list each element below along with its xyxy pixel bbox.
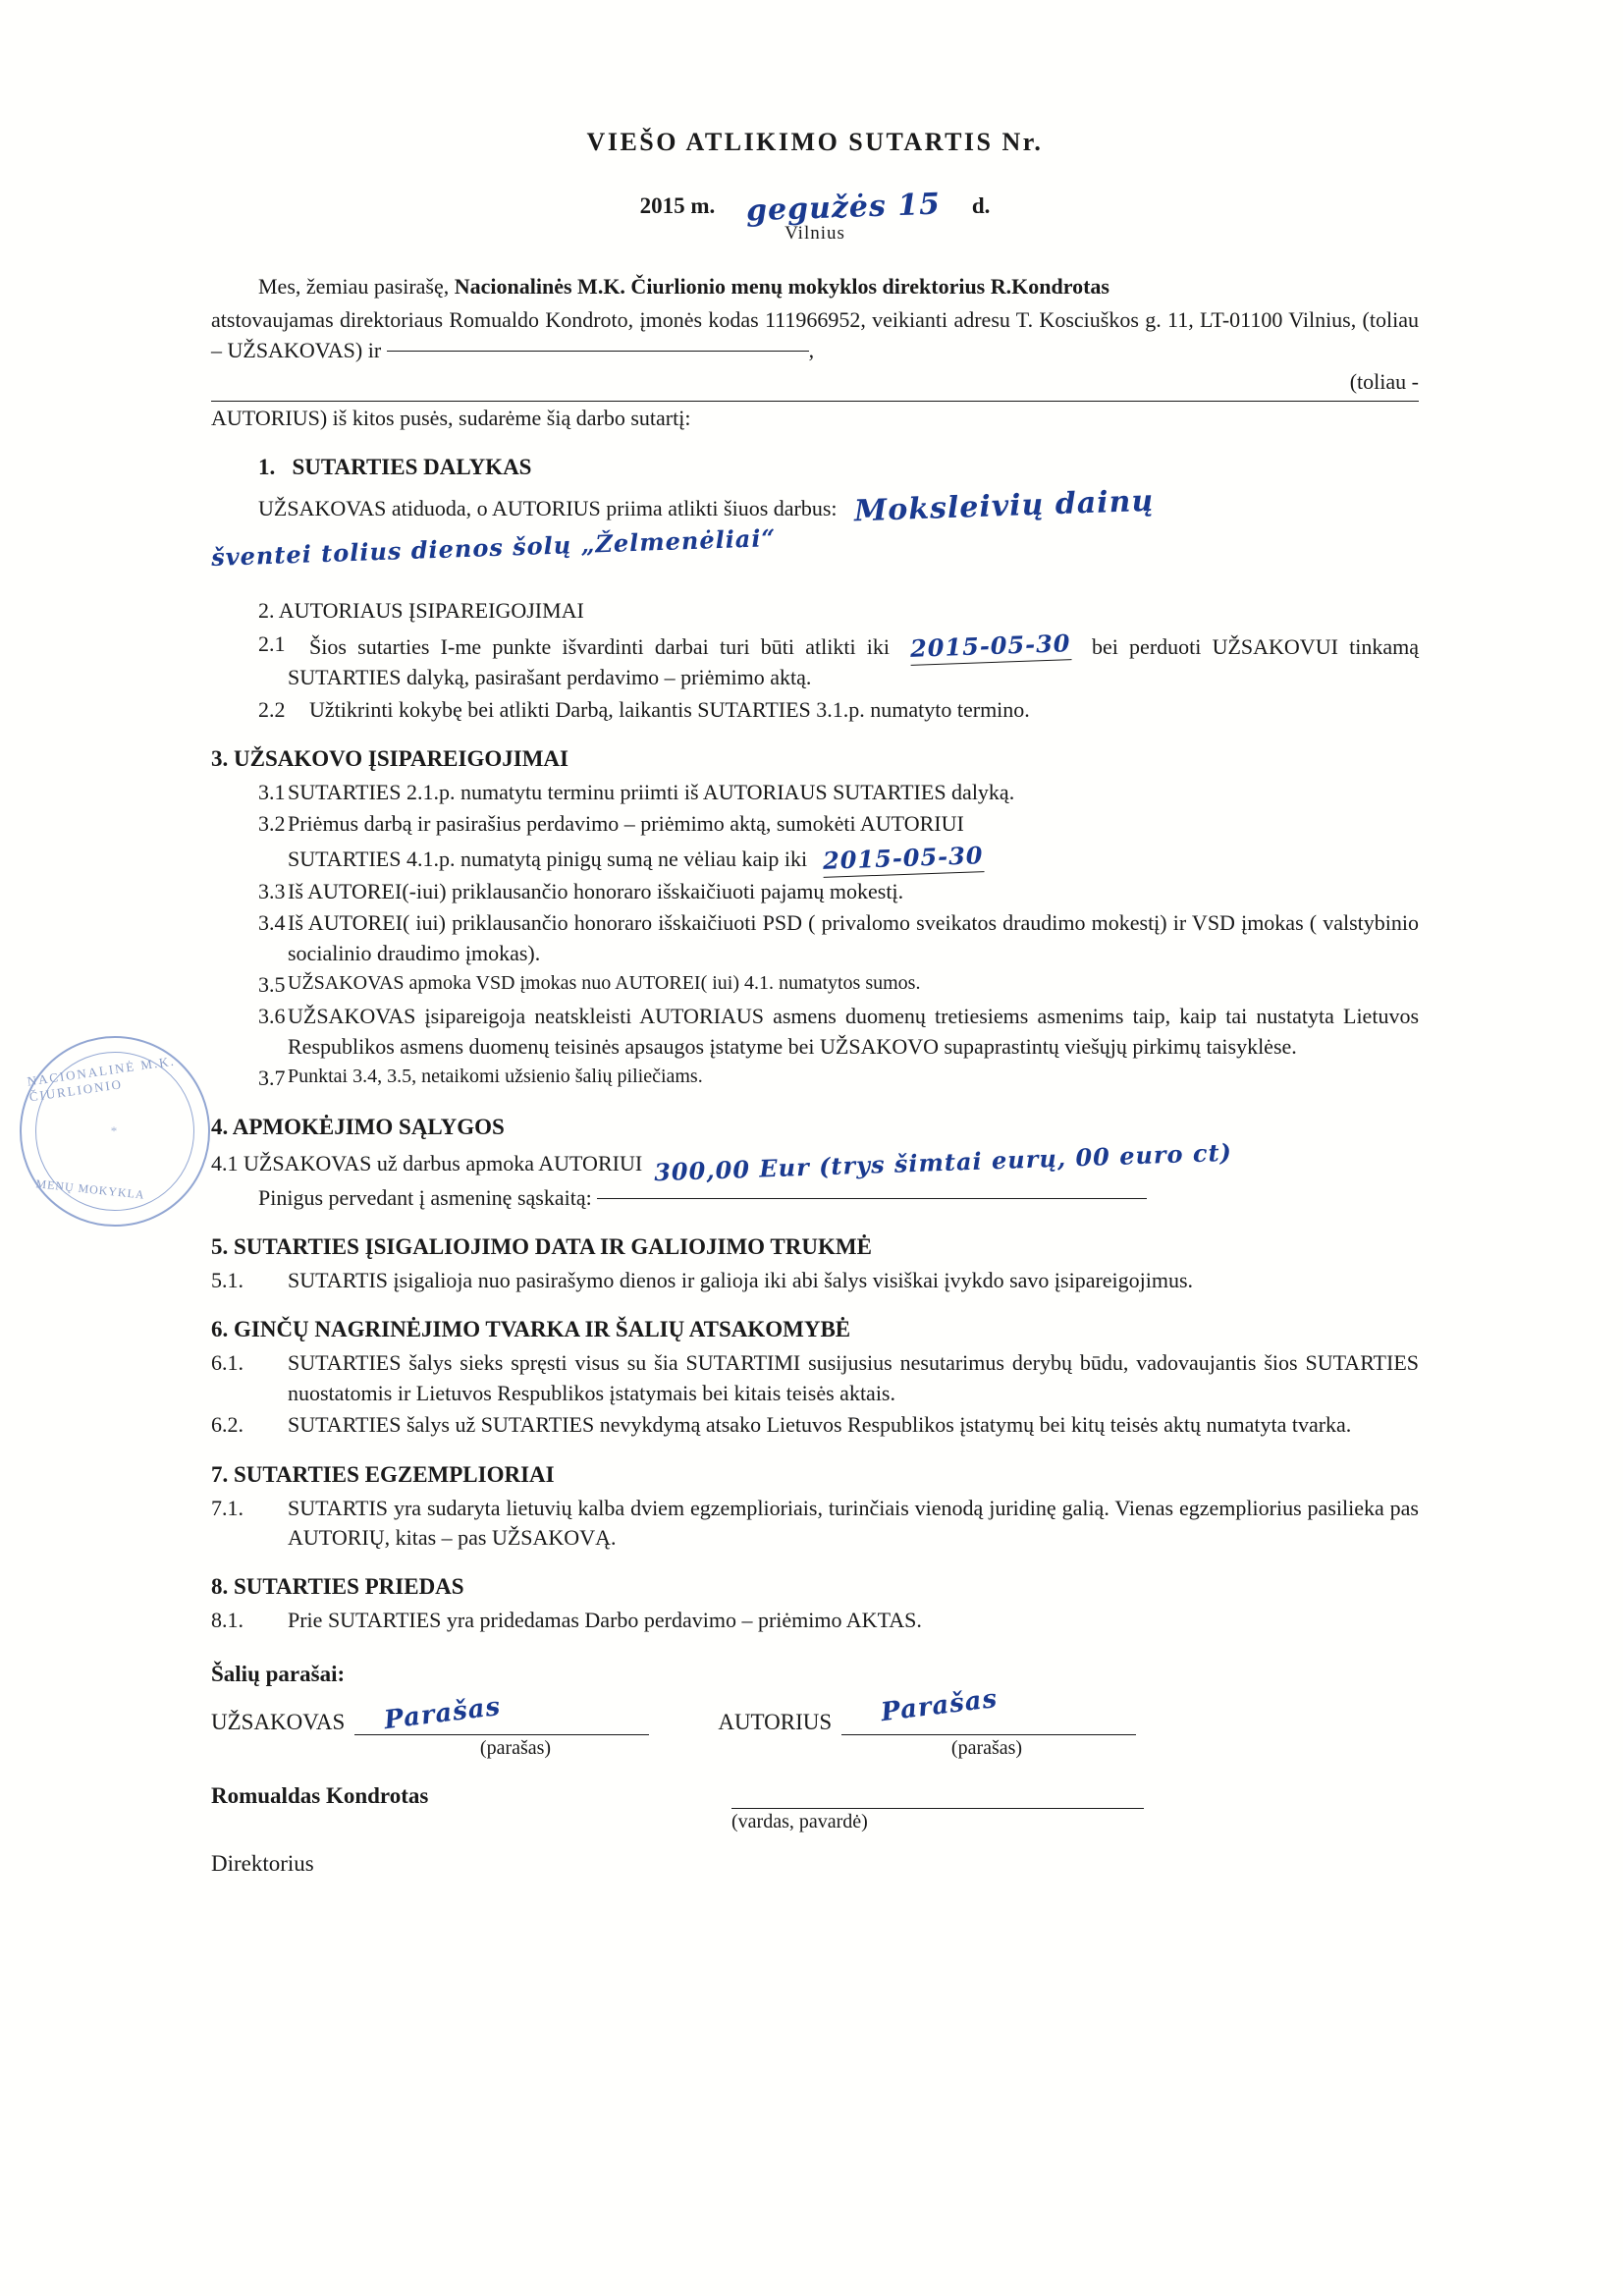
clause-3-4: [211, 908, 1419, 968]
handwritten-work-details: šventei tolius dienos šolų „Želmenėliai“: [210, 522, 777, 572]
signature-row: [211, 1683, 1419, 1735]
section-title-6: GINČŲ NAGRINĖJIMO TVARKA IR ŠALIŲ ATSAKOMYBĖ: [234, 1317, 851, 1342]
section-number-2: 2.: [258, 597, 275, 623]
section-title-2: AUTORIAUS ĮSIPAREIGOJIMAI: [278, 597, 584, 623]
author-signature-line[interactable]: [841, 1683, 1136, 1735]
section-number-7: 7.: [211, 1461, 229, 1487]
clause-6-1: [211, 1348, 1419, 1408]
clause-4-1-account-label: Pinigus pervedant į asmeninę sąskaitą:: [258, 1184, 592, 1210]
section-heading-8: [211, 1574, 1419, 1600]
signature-block: [211, 1662, 1419, 1877]
section-number-1: 1.: [258, 455, 276, 480]
section-1-lead: [258, 484, 1419, 529]
city-label: Vilnius: [784, 223, 845, 244]
section-title-7: SUTARTIES EGZEMPLIORIAI: [234, 1461, 555, 1487]
author-name-line[interactable]: [731, 1807, 1144, 1809]
clause-7-1-number: 7.1.: [211, 1495, 243, 1520]
clause-2-1-before: Šios sutarties I-me punkte išvardinti darbai turi būti atlikti iki: [309, 634, 890, 660]
employer-signature-label: UŽSAKOVAS: [211, 1709, 346, 1734]
clause-3-5-number: 3.5: [258, 971, 286, 997]
clause-3-6-number: 3.6: [258, 1004, 286, 1029]
intro-paragraph-2: atstovaujamas direktoriaus Romualdo Kondroto, įmonės kodas 111966952, veikianti adresu T. Kosciuškos g. 11, LT-01100 Vilnius, (toliau – UŽSAKOVAS) ir ,: [211, 307, 1419, 362]
clause-3-5: [211, 970, 1419, 1000]
clause-6-1-text: SUTARTIES šalys sieks spręsti visus su šia SUTARTIMI susijusius nesutarimus derybų būdu, vadovaujantis šios SUTARTIES nuostatomis ir Lietuvos Respublikos įstatymais bei kitais teisės aktais.: [288, 1350, 1419, 1405]
page-title: VIEŠO ATLIKIMO SUTARTIS Nr.: [586, 128, 1044, 156]
clause-5-1-text: SUTARTIS įsigalioja nuo pasirašymo dienos ir galioja iki abi šalys visiškai įvykdo savo įsipareigojimus.: [288, 1268, 1194, 1293]
author-signature-label: AUTORIUS: [718, 1709, 833, 1734]
stamp-arc-top: NACIONALINĖ M.K. ČIURLIONIO: [26, 1053, 177, 1105]
clause-3-7-text: Punktai 3.4, 3.5, netaikomi užsienio šalių piliečiams.: [288, 1066, 703, 1087]
clause-3-3-number: 3.3: [258, 878, 286, 903]
clause-3-2-continued: [211, 842, 1419, 875]
name-captions-row: [211, 1811, 1419, 1833]
clause-3-2b-date-handwritten: 2015-05-30: [822, 839, 984, 878]
date-handwritten: gegužės 15: [745, 187, 942, 229]
clause-3-2b-text: [288, 842, 1419, 875]
clause-3-2-text: Priėmus darbą ir pasirašius perdavimo – priėmimo aktą, sumokėti AUTORIUI: [288, 811, 964, 837]
signature-captions-row: [211, 1737, 1419, 1760]
section-1-handwritten-line: [210, 522, 1419, 582]
section-title-8: SUTARTIES PRIEDAS: [234, 1574, 464, 1600]
clause-4-1: [211, 1138, 1419, 1187]
clause-3-4-text: Iš AUTOREI( iui) priklausančio honoraro išskaičiuoti PSD ( privalomo sveikatos draudimo mokestį) ir VSD įmokas ( valstybinio socialinio draudimo įmokas).: [288, 910, 1419, 965]
clause-3-2: [211, 809, 1419, 839]
intro-prefix: Mes, žemiau pasirašę,: [258, 274, 455, 299]
section-heading-3: [211, 746, 1419, 772]
clause-2-1-date-handwritten: 2015-05-30: [910, 627, 1072, 666]
clause-3-6-text: UŽSAKOVAS įsipareigoja neatskleisti AUTORIAUS asmens duomenų tretiesiems asmenims taip, kaip tai nustatyta Lietuvos Respublikos asmens duomenų teisinės apsaugos įstatyme bei UŽSAKOVO supaprastintų viešųjų pirkimų taisyklėse.: [288, 1004, 1419, 1059]
clause-3-5-text: UŽSAKOVAS apmoka VSD įmokas nuo AUTOREI( iui) 4.1. numatytos sumos.: [288, 971, 921, 994]
section-heading-7: [211, 1462, 1419, 1488]
author-signature-caption: (parašas): [950, 1736, 1023, 1759]
intro-paragraph-1: [211, 272, 1419, 301]
clause-3-2-number: 3.2: [258, 811, 286, 837]
section-number-3: 3.: [211, 746, 229, 772]
clause-3-6: [211, 1002, 1419, 1062]
intro-body: atstovaujamas direktoriaus Romualdo Kondroto, įmonės kodas 111966952, veikianti adresu T. Kosciuškos g. 11, LT-01100 Vilnius, (toliau – UŽSAKOVAS) ir: [211, 307, 1419, 362]
section-heading-2: [258, 596, 1419, 626]
clause-3-2b-before: SUTARTIES 4.1.p. numatytą pinigų sumą ne vėliau kaip iki: [288, 846, 808, 871]
employer-name-printed: Romualdas Kondrotas: [211, 1782, 429, 1808]
section-number-4: 4.: [211, 1115, 229, 1140]
clause-2-2-number: 2.2: [258, 696, 286, 722]
intro-rule: [211, 401, 1419, 402]
clause-2-2: [211, 695, 1419, 725]
stamp-arc-bottom: MENŲ MOKYKLA: [34, 1176, 146, 1202]
employer-signature-caption: (parašas): [479, 1736, 552, 1759]
clause-6-2-text: SUTARTIES šalys už SUTARTIES nevykdymą atsako Lietuvos Respublikos įstatymų bei kitų teisės aktų numatyta tvarka.: [288, 1412, 1352, 1438]
section-number-8: 8.: [211, 1574, 229, 1600]
author-blank-line: [387, 350, 809, 352]
section-title-1: SUTARTIES DALYKAS: [292, 455, 532, 480]
clause-8-1-text: Prie SUTARTIES yra pridedamas Darbo perdavimo – priėmimo AKTAS.: [288, 1608, 922, 1633]
official-stamp: [20, 1036, 210, 1227]
section-title-3: UŽSAKOVO ĮSIPAREIGOJIMAI: [234, 746, 568, 772]
day-label: d.: [971, 193, 991, 218]
signatures-heading: Šalių parašai:: [211, 1661, 346, 1686]
section-number-5: 5.: [211, 1234, 229, 1260]
clause-4-1-amount-handwritten: 300,00 Eur (trys šimtai eurų, 00 euro ct): [653, 1138, 1233, 1187]
clause-3-3: [211, 877, 1419, 906]
clause-2-1: [211, 629, 1419, 692]
clause-7-1-text: SUTARTIS yra sudaryta lietuvių kalba dviem egzemplioriais, turinčiais vienodą juridinę galią. Vienas egzempliorius pasilieka pas AUTORIŲ, kitas – pas UŽSAKOVĄ.: [288, 1495, 1419, 1550]
name-row: [211, 1783, 1419, 1809]
clause-2-1-text: [288, 629, 1419, 692]
clause-4-1-text: 4.1 UŽSAKOVAS už darbus apmoka AUTORIUI: [211, 1151, 643, 1176]
clause-6-1-number: 6.1.: [211, 1350, 243, 1376]
toliau-right-label: (toliau -: [1349, 369, 1419, 395]
author-name-caption: (vardas, pavardė): [731, 1810, 868, 1832]
intro-paragraph-3: AUTORIUS) iš kitos pusės, sudarėme šią darbo sutartį:: [211, 406, 691, 431]
employer-signature-line[interactable]: [354, 1691, 649, 1735]
clause-3-1-text: SUTARTIES 2.1.p. numatytu terminu priimti iš AUTORIAUS SUTARTIES dalyką.: [288, 780, 1015, 805]
stamp-center: *: [110, 1123, 120, 1138]
section-heading-1: [258, 455, 1419, 480]
section-number-6: 6.: [211, 1317, 229, 1342]
employer-name: Nacionalinės M.K. Čiurlionio menų mokyklos direktorius R.Kondrotas: [454, 274, 1109, 299]
clause-5-1: [211, 1266, 1419, 1295]
section-1-lead-text: UŽSAKOVAS atiduoda, o AUTORIUS priima atlikti šiuos darbus:: [258, 496, 838, 521]
section-title-4: APMOKĖJIMO SĄLYGOS: [232, 1115, 505, 1140]
clause-7-1: [211, 1494, 1419, 1554]
clause-4-1-account-line: [258, 1183, 1419, 1213]
clause-2-2-text: Užtikrinti kokybę bei atlikti Darbą, laikantis SUTARTIES 3.1.p. numatyto termino.: [309, 696, 1030, 722]
clause-6-2: [211, 1410, 1419, 1440]
author-signature-ink: Parašas: [879, 1683, 1000, 1727]
clause-2-1-number: 2.1: [258, 631, 286, 657]
section-heading-6: [211, 1317, 1419, 1342]
clause-8-1-number: 8.1.: [211, 1608, 243, 1633]
document-content: [211, 128, 1419, 1877]
employer-position: Direktorius: [211, 1850, 314, 1876]
clause-6-2-number: 6.2.: [211, 1412, 243, 1438]
date-line: [211, 187, 1419, 229]
clause-8-1: [211, 1606, 1419, 1635]
section-heading-4: [211, 1115, 1419, 1140]
clause-3-7-number: 3.7: [258, 1066, 286, 1090]
handwritten-work-title: Moksleivių dainų: [853, 484, 1155, 529]
clause-3-7: [211, 1064, 1419, 1093]
employer-signature-ink: Parašas: [382, 1691, 504, 1735]
clause-2-1-after: bei perduoti UŽSAKOVUI tinkamą SUTARTIES dalyką, pasirašant perdavimo – priėmimo aktą.: [288, 634, 1419, 690]
clause-5-1-number: 5.1.: [211, 1268, 243, 1293]
clause-3-1-number: 3.1: [258, 780, 286, 805]
year-label: 2015 m.: [639, 193, 716, 218]
clause-3-4-number: 3.4: [258, 910, 286, 936]
clause-3-3-text: Iš AUTOREI(-iui) priklausančio honoraro išskaičiuoti pajamų mokestį.: [288, 878, 904, 903]
section-title-5: SUTARTIES ĮSIGALIOJIMO DATA IR GALIOJIMO TRUKMĖ: [234, 1234, 872, 1260]
clause-3-1: [211, 778, 1419, 807]
section-heading-5: [211, 1234, 1419, 1260]
account-blank-line: [597, 1197, 1147, 1199]
